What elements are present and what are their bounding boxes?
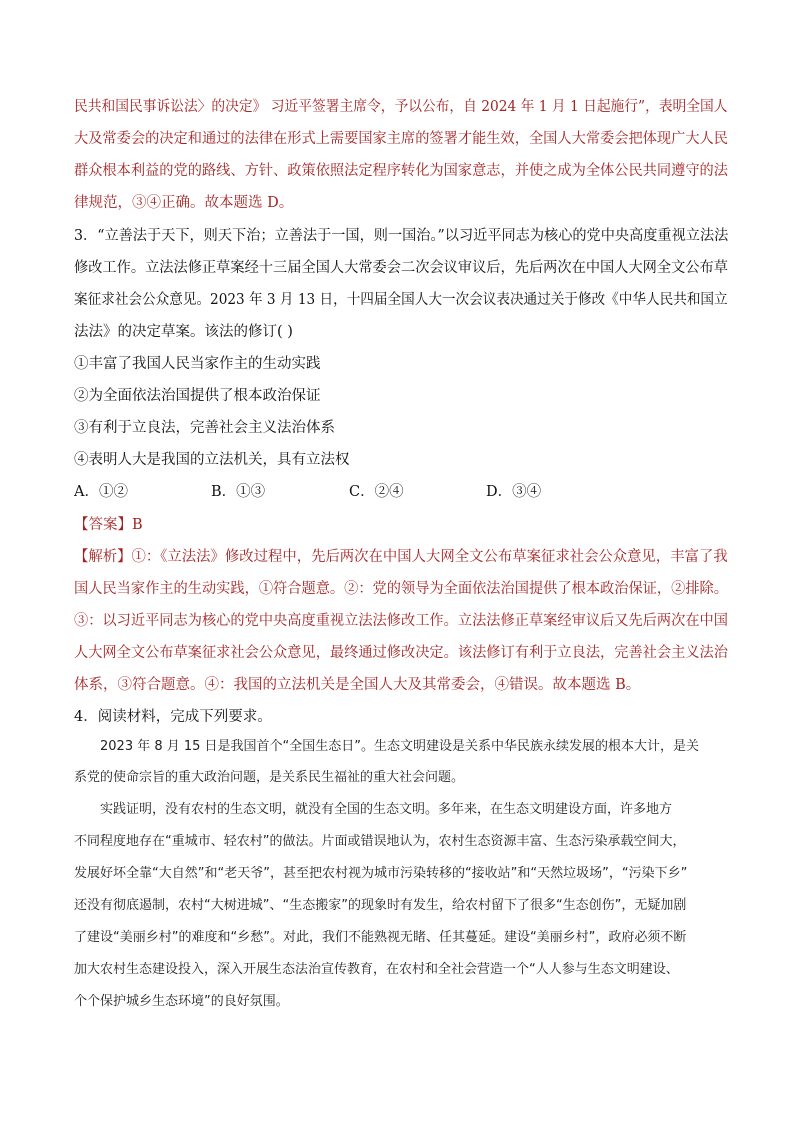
statement-3: ③有利于立良法，完善社会主义法治体系	[74, 420, 335, 436]
analysis-line: 律规范，③④正确。故本题选 D。	[74, 195, 294, 211]
material-line: 系党的使命宗旨的重大政治问题，是关系民生福祉的重大社会问题。	[74, 770, 465, 785]
analysis-line: 群众根本利益的党的路线、方针、政策依照法定程序转化为国家意志，并使之成为全体公民共同遵守的法	[74, 163, 728, 179]
statement-4: ④表明人大是我国的立法机关，具有立法权	[74, 452, 350, 468]
question-stem-line: 法法》的决定草案。该法的修订( )	[74, 324, 293, 340]
material-line: 不同程度地存在“重城市、轻农村”的做法。片面或错误地认为，农村生态资源丰富、生态污染承载空间大，	[74, 834, 686, 849]
material-line: 了建设“美丽乡村”的难度和“乡愁”。对此，我们不能熟视无睹、任其蔓延。建设“美丽乡村”，政府必须不断	[74, 930, 687, 945]
question-stem-line: 修改工作。立法法修正草案经十三届全国人大常委会二次会议审议后，先后两次在中国人大网全文公布草	[74, 260, 728, 276]
material-line: 加大农村生态建设投入，深入开展生态法治宣传教育，在农村和全社会营造一个“人人参与生态文明建设、	[74, 962, 679, 977]
analysis-line: 【解析】①：《立法法》修改过程中，先后两次在中国人大网全文公布草案征求社会公众意见，丰富了我	[74, 549, 728, 565]
material-line: 还没有彻底遏制，农村“大树进城”、“生态搬家”的现象时有发生，给农村留下了很多“生态创伤”，无疑加剧	[74, 898, 687, 913]
option-a: A．①②	[74, 484, 128, 500]
statement-2: ②为全面依法治国提供了根本政治保证	[74, 388, 321, 404]
option-d: D．③④	[486, 484, 542, 500]
question-stem: 4．阅读材料，完成下列要求。	[74, 709, 272, 725]
material-line: 2023 年 8 月 15 日是我国首个“全国生态日”。生态文明建设是关系中华民族永续发展的根本大计，是关	[100, 739, 700, 754]
analysis-line: ③：以习近平同志为核心的党中央高度重视立法法修改工作。立法法修正草案经审议后又先后两次在中国	[74, 613, 728, 629]
question-stem-line: 3．“立善法于天下，则天下治；立善法于一国，则一国治。”以习近平同志为核心的党中央高度重视立法法	[74, 228, 729, 244]
option-b: B．①③	[211, 484, 266, 500]
analysis-line: 民共和国民事诉讼法〉的决定》 习近平签署主席令，予以公布，自 2024 年 1 月 1 日起施行”，表明全国人	[74, 99, 728, 115]
analysis-line: 国人民当家作主的生动实践，①符合题意。②：党的领导为全面依法治国提供了根本政治保证，②排除。	[74, 581, 728, 597]
statement-1: ①丰富了我国人民当家作主的生动实践	[74, 356, 321, 372]
answer: 【答案】B	[74, 517, 143, 533]
analysis-line: 体系，③符合题意。④：我国的立法机关是全国人大及其常委会，④错误。故本题选 B。	[74, 677, 641, 693]
material-line: 发展好坏全靠“大自然”和“老天爷”，甚至把农村视为城市污染转移的“接收站”和“天然垃圾场”，“污染下乡”	[74, 866, 688, 881]
question-stem-line: 案征求社会公众意见。2023 年 3 月 13 日，十四届全国人大一次会议表决通过关于修改《中华人民共和国立	[74, 292, 728, 308]
material-line: 个个保护城乡生态环境”的良好氛围。	[74, 994, 289, 1009]
analysis-line: 大及常委会的决定和通过的法律在形式上需要国家主席的签署才能生效，全国人大常委会把体现广大人民	[74, 131, 728, 147]
material-line: 实践证明，没有农村的生态文明，就没有全国的生态文明。多年来，在生态文明建设方面，许多地方	[100, 802, 673, 817]
option-c: C．②④	[349, 484, 404, 500]
analysis-line: 人大网全文公布草案征求社会公众意见，最终通过修改决定。该法修订有利于立良法，完善社会主义法治	[74, 645, 728, 661]
